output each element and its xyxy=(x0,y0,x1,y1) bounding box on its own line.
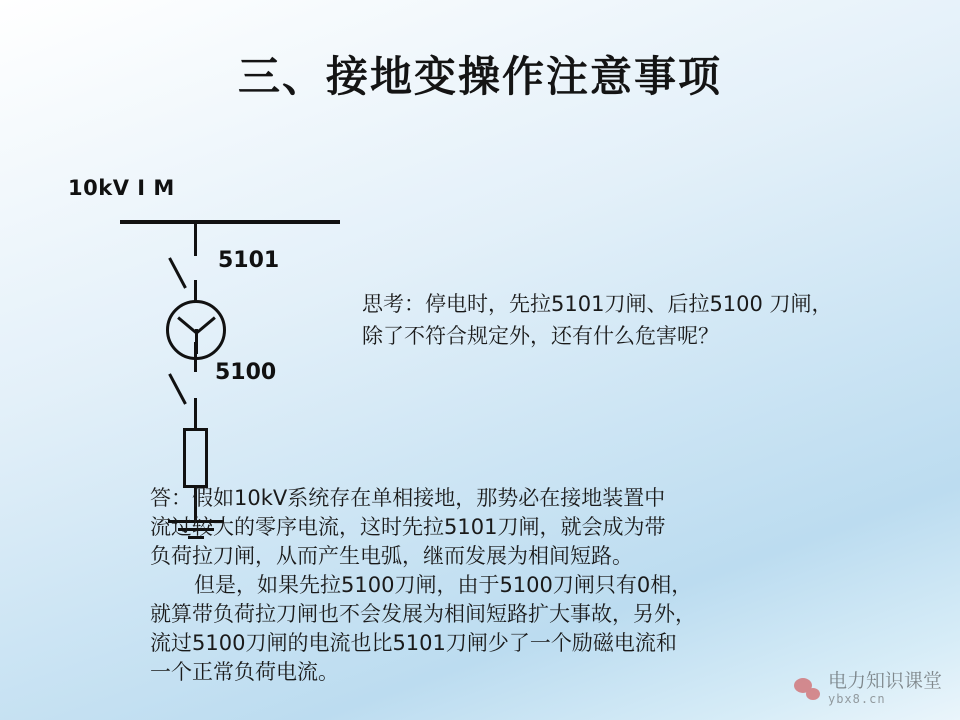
connector-line-transformer-to-switch xyxy=(194,342,197,372)
watermark xyxy=(794,672,942,706)
bus-label: 10kV I M xyxy=(68,176,175,200)
single-line-diagram xyxy=(60,170,380,490)
answer-line-7: 一个正常负荷电流。 xyxy=(150,660,339,684)
question-line-2: 除了不符合规定外，还有什么危害呢？ xyxy=(362,324,719,348)
busbar-line xyxy=(120,220,340,224)
watermark-site: ybx8.cn xyxy=(827,692,886,706)
connector-line-bus-to-switch xyxy=(194,224,197,256)
answer-text xyxy=(150,484,850,687)
answer-line-2: 流过较大的零序电流，这时先拉5101刀闸，就会成为带 xyxy=(150,515,666,539)
switch-label-5101: 5101 xyxy=(218,248,280,273)
connector-line-switch-to-transformer xyxy=(194,280,197,302)
answer-line-3: 负荷拉刀闸，从而产生电弧，继而发展为相间短路。 xyxy=(150,544,633,568)
page-title: 三、接地变操作注意事项 xyxy=(237,52,722,101)
question-line-1: 思考：停电时，先拉5101刀闸、后拉5100 刀闸， xyxy=(362,292,833,316)
connector-line-switch-to-resistor xyxy=(194,398,197,430)
answer-line-1: 答：假如10kV系统存在单相接地，那势必在接地装置中 xyxy=(150,486,666,510)
answer-line-4: 但是，如果先拉5100刀闸，由于5100刀闸只有0相， xyxy=(194,573,693,597)
switch-label-5100: 5100 xyxy=(215,360,277,385)
question-text xyxy=(362,288,922,352)
disconnect-switch-5100-icon xyxy=(180,370,214,400)
watermark-name: 电力知识课堂 xyxy=(827,670,942,693)
disconnect-switch-5101-icon xyxy=(180,254,214,284)
wechat-icon xyxy=(794,678,820,700)
answer-line-5: 就算带负荷拉刀闸也不会发展为相间短路扩大事故，另外， xyxy=(150,602,696,626)
resistor-icon xyxy=(183,428,208,488)
answer-line-6: 流过5100刀闸的电流也比5101刀闸少了一个励磁电流和 xyxy=(150,631,677,655)
